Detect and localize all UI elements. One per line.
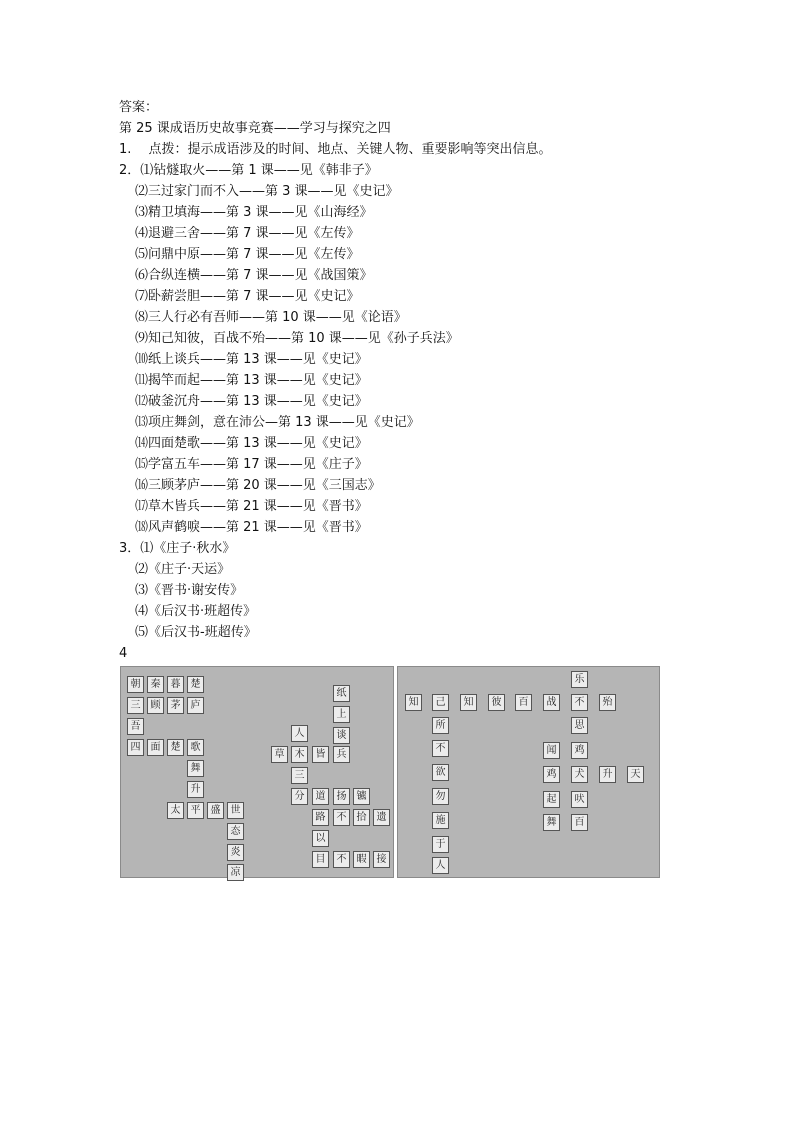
crossword-cell: 吾 [127,718,144,735]
answer-2-item: ⑵三过家门而不入——第 3 课——见《史记》 [135,184,399,199]
crossword-cell: 知 [460,694,477,711]
crossword-cell: 天 [627,766,644,783]
crossword-cell: 暇 [353,851,370,868]
crossword-cell: 道 [312,788,329,805]
crossword-cell: 百 [515,694,532,711]
answer-2-item: ⑹合纵连横——第 7 课——见《战国策》 [135,268,373,283]
crossword-cell: 升 [599,766,616,783]
crossword-cell: 知 [405,694,422,711]
crossword-cell: 顾 [147,697,164,714]
crossword-cell: 凉 [227,864,244,881]
crossword-cell: 态 [227,823,244,840]
crossword-cell: 草 [271,746,288,763]
crossword-cell: 殆 [599,694,616,711]
crossword-cell: 谈 [333,727,350,744]
crossword-cell: 升 [187,781,204,798]
crossword-right-panel [397,666,660,878]
crossword-cell: 歌 [187,739,204,756]
crossword-cell: 三 [291,767,308,784]
answer-header: 答案： [119,100,159,115]
answer-2-item: ⑺卧薪尝胆——第 7 课——见《史记》 [135,289,360,304]
crossword-cell: 不 [432,740,449,757]
crossword-cell: 欲 [432,764,449,781]
crossword-cell: 四 [127,739,144,756]
crossword-cell: 犬 [571,766,588,783]
crossword-cell: 不 [333,851,350,868]
crossword-cell: 鸡 [571,742,588,759]
answer-4-label: 4 [119,646,128,661]
crossword-cell: 彼 [488,694,505,711]
crossword-cell: 皆 [312,746,329,763]
answer-document [119,97,679,664]
answer-3-item: ⑸《后汉书-班超传》 [135,625,257,640]
crossword-cell: 于 [432,836,449,853]
answer-2-item: ⑷退避三舍——第 7 课——见《左传》 [135,226,360,241]
crossword-cell: 起 [543,791,560,808]
crossword-cell: 战 [543,694,560,711]
answer-2-item: ⑿破釜沉舟——第 13 课——见《史记》 [135,394,368,409]
crossword-cell: 三 [127,697,144,714]
answer-3-item: 3．⑴《庄子·秋水》 [119,541,236,556]
answer-1: 1. 点拨：提示成语涉及的时间、地点、关键人物、重要影响等突出信息。 [119,142,552,157]
answer-2-item: ⒅风声鹤唳——第 21 课——见《晋书》 [135,520,368,535]
answer-2-item: ⒂学富五车——第 17 课——见《庄子》 [135,457,368,472]
crossword-cell: 所 [432,717,449,734]
answer-3-item: ⑶《晋书·谢安传》 [135,583,244,598]
crossword-cell: 目 [312,851,329,868]
crossword-cell: 扬 [333,788,350,805]
crossword-cell: 路 [312,809,329,826]
crossword-cell: 人 [291,725,308,742]
crossword-cell: 平 [187,802,204,819]
crossword-cell: 朝 [127,676,144,693]
answer-2-item: 2．⑴钻燧取火——第 1 课——见《韩非子》 [119,163,378,178]
crossword-figure [120,666,660,878]
crossword-cell: 鸡 [543,766,560,783]
crossword-cell: 拾 [353,809,370,826]
crossword-cell: 太 [167,802,184,819]
crossword-cell: 舞 [187,760,204,777]
crossword-cell: 木 [291,746,308,763]
crossword-cell: 舞 [543,814,560,831]
crossword-cell: 纸 [333,685,350,702]
crossword-left-panel [120,666,394,878]
crossword-cell: 遗 [373,809,390,826]
crossword-cell: 庐 [187,697,204,714]
crossword-cell: 分 [291,788,308,805]
crossword-cell: 兵 [333,746,350,763]
answer-3-item: ⑵《庄子·天运》 [135,562,231,577]
crossword-cell: 思 [571,717,588,734]
crossword-cell: 炎 [227,844,244,861]
answer-2-item: ⒀项庄舞剑，意在沛公—第 13 课——见《史记》 [135,415,420,430]
crossword-cell: 吠 [571,791,588,808]
answer-2-item: ⒃三顾茅庐——第 20 课——见《三国志》 [135,478,381,493]
answer-2-item: ⑸问鼎中原——第 7 课——见《左传》 [135,247,360,262]
crossword-cell: 镳 [353,788,370,805]
answer-2-item: ⑶精卫填海——第 3 课——见《山海经》 [135,205,373,220]
crossword-cell: 人 [432,857,449,874]
crossword-cell: 勿 [432,788,449,805]
answer-2-item: ⒁四面楚歌——第 13 课——见《史记》 [135,436,368,451]
crossword-cell: 茅 [167,697,184,714]
answer-2-item: ⒄草木皆兵——第 21 课——见《晋书》 [135,499,368,514]
crossword-cell: 闻 [543,742,560,759]
answer-2-item: ⑽纸上谈兵——第 13 课——见《史记》 [135,352,368,367]
answer-3-item: ⑷《后汉书·班超传》 [135,604,257,619]
crossword-cell: 楚 [167,739,184,756]
crossword-cell: 施 [432,812,449,829]
lesson-title: 第 25 课成语历史故事竞赛——学习与探究之四 [119,121,391,136]
answer-2-item: ⑾揭竿而起——第 13 课——见《史记》 [135,373,368,388]
crossword-cell: 楚 [187,676,204,693]
answer-2-item: ⑼知己知彼，百战不殆——第 10 课——见《孙子兵法》 [135,331,459,346]
crossword-cell: 不 [333,809,350,826]
crossword-cell: 暮 [167,676,184,693]
crossword-cell: 百 [571,814,588,831]
crossword-cell: 世 [227,802,244,819]
crossword-cell: 面 [147,739,164,756]
crossword-cell: 秦 [147,676,164,693]
answer-2-item: ⑻三人行必有吾师——第 10 课——见《论语》 [135,310,407,325]
crossword-cell: 乐 [571,671,588,688]
crossword-cell: 以 [312,830,329,847]
crossword-cell: 己 [432,694,449,711]
crossword-cell: 不 [571,694,588,711]
crossword-cell: 盛 [207,802,224,819]
crossword-cell: 上 [333,706,350,723]
crossword-cell: 接 [373,851,390,868]
